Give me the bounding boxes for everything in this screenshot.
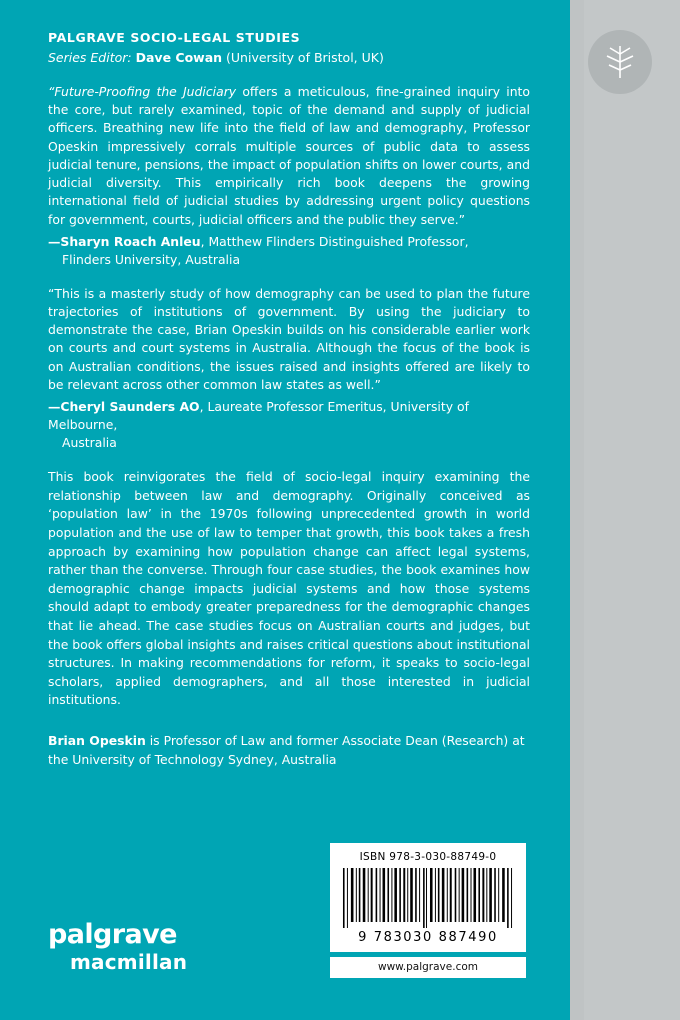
endorsement-2-body: “This is a masterly study of how demography can be used to plan the future trajectories of institutions of government. By using the judiciary to demonstrate the case, Brian Opeskin builds on his considerable earlier work on courts and court systems in Australia. Although the focus of the book is on Australian conditions, the issues raised and insights offered are likely to be relevant across other common law states as well.” [48, 285, 530, 392]
publisher-logo [48, 921, 187, 972]
palgrave-roundel-icon [588, 30, 652, 94]
author-name: Brian Opeskin [48, 733, 146, 748]
right-decorative-band [570, 0, 680, 1020]
endorsement-attribution-1 [48, 233, 530, 269]
publisher-logo-line2: macmillan [70, 950, 188, 974]
endorsement-1-author-title: , Matthew Flinders Distinguished Professor, [200, 233, 469, 249]
endorsement-1-author: —Sharyn Roach Anleu [48, 233, 201, 249]
series-editor-label: Series Editor: [48, 50, 132, 65]
publisher-logo-line1: palgrave [48, 919, 177, 950]
series-editor-affiliation: (University of Bristol, UK) [226, 50, 384, 65]
endorsement-1-author-affiliation: Flinders University, Australia [62, 251, 241, 267]
series-title: PALGRAVE SOCIO-LEGAL STUDIES [48, 30, 301, 45]
series-editor [48, 50, 530, 67]
endorsement-2-author-affiliation: Australia [62, 435, 117, 451]
endorsement-1-book-title: “Future-Proofing the Judiciary [48, 83, 237, 99]
author-bio-text: is Professor of Law and former Associate Dean (Research) at the University of Technology Sydney, Australia [48, 733, 525, 767]
isbn-text: ISBN 978-3-030-88749-0 [359, 851, 497, 863]
book-description: This book reinvigorates the field of socio-legal inquiry examining the relationship between law and demography. Originally conceived as ‘population law’ in the 1970s following unprecedented growth in world population and the use of law to temper that growth, this book takes a fresh approach by examining how population change can affect legal systems, rather than the converse. Through four case studies, the book examines how demographic change impacts judicial systems and how those systems should adapt to embody greater preparedness for the demographic changes that lie ahead. The case studies focus on Australian courts and judges, but the book offers global insights and raises critical questions about institutional structures. In making recommendations for reform, it speaks to socio-legal scholars, applied demographers, and all those interested in judicial institutions. [48, 469, 530, 708]
endorsement-1-body: offers a meticulous, fine-grained inquiry into the core, but rarely examined, topic of the demand and supply of judicial officers. Breathing new life into the field of law and demography, Professor Opeskin impressively corrals multiple sources of public data to assess judicial tenure, pensions, the impact of population shifts on lower courts, and judicial diversity. This empirically rich book deepens the growing international field of judicial studies by addressing urgent policy questions for government, courts, judicial officers and the public they serve.” [48, 83, 530, 227]
cover-text-content [48, 30, 530, 769]
right-decorative-band-inner [584, 0, 680, 1020]
author-biography [48, 732, 530, 769]
publisher-url[interactable]: www.palgrave.com [330, 957, 526, 978]
isbn-barcode [330, 843, 526, 952]
endorsement-attribution-2 [48, 398, 530, 452]
barcode-bars-icon [341, 868, 515, 928]
endorsement-2-author-title: , Laureate Professor Emeritus, University of Melbourne, [48, 399, 469, 433]
endorsement-quote-1 [48, 83, 530, 229]
endorsement-2-author: —Cheryl Saunders AO [48, 399, 200, 415]
ean-digits: 9 783030 887490 [358, 930, 498, 945]
endorsement-quote-2 [48, 285, 530, 394]
barcode-block [330, 843, 526, 978]
series-editor-name: Dave Cowan [135, 50, 223, 65]
